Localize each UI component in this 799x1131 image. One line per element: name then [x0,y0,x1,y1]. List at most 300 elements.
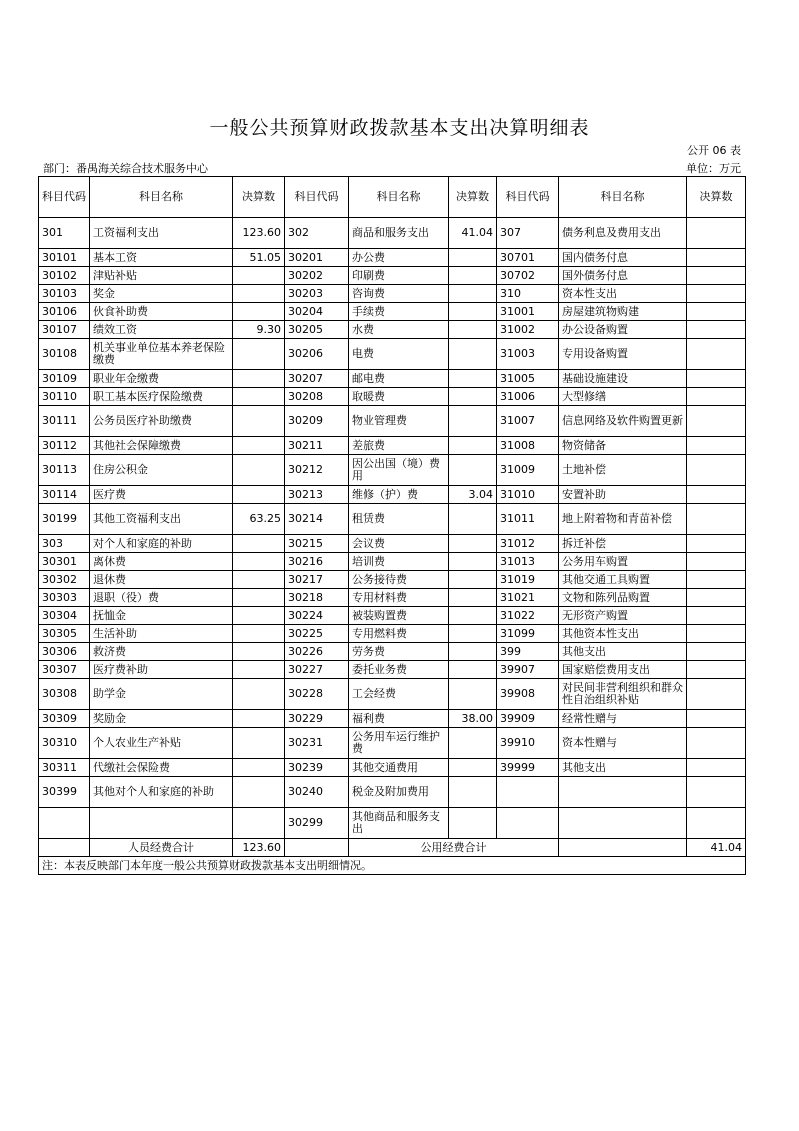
code-cell: 31003 [497,339,559,370]
name-cell: 劳务费 [349,643,449,661]
code-cell: 30212 [285,455,349,486]
code-cell: 30303 [39,589,90,607]
amount-cell [687,679,746,710]
name-cell: 基础设施建设 [559,370,687,388]
totals-row [39,839,746,857]
amount-cell [233,777,285,808]
header-code: 科目代码 [285,177,349,218]
name-cell: 奖金 [90,285,233,303]
amount-cell [687,643,746,661]
name-cell: 地上附着物和青苗补偿 [559,504,687,535]
amount-cell [449,437,497,455]
name-cell: 职工基本医疗保险缴费 [90,388,233,406]
name-cell: 住房公积金 [90,455,233,486]
name-cell: 其他支出 [559,759,687,777]
code-cell: 31002 [497,321,559,339]
header-code: 科目代码 [497,177,559,218]
code-cell: 31010 [497,486,559,504]
amount-cell [449,249,497,267]
name-cell: 债务利息及费用支出 [559,218,687,249]
name-cell: 物业管理费 [349,406,449,437]
code-cell: 30302 [39,571,90,589]
name-cell: 取暖费 [349,388,449,406]
name-cell: 拆迁补偿 [559,535,687,553]
table-row [39,535,746,553]
code-cell: 30305 [39,625,90,643]
amount-cell [233,589,285,607]
name-cell: 咨询费 [349,285,449,303]
code-cell: 310 [497,285,559,303]
amount-cell: 51.05 [233,249,285,267]
personnel-total-label: 人员经费合计 [90,839,233,857]
header-name: 科目名称 [559,177,687,218]
code-cell: 30111 [39,406,90,437]
code-cell: 30702 [497,267,559,285]
amount-cell [687,218,746,249]
amount-cell [687,553,746,571]
code-cell: 30203 [285,285,349,303]
name-cell: 培训费 [349,553,449,571]
code-cell: 30299 [285,808,349,839]
code-cell: 30205 [285,321,349,339]
code-cell: 30202 [285,267,349,285]
name-cell: 印刷费 [349,267,449,285]
name-cell: 会议费 [349,535,449,553]
name-cell: 国家赔偿费用支出 [559,661,687,679]
name-cell: 生活补助 [90,625,233,643]
code-cell [497,777,559,808]
name-cell: 工资福利支出 [90,218,233,249]
table-code: 公开 06 表 [687,144,741,157]
name-cell: 邮电费 [349,370,449,388]
amount-cell [233,267,285,285]
table-row [39,504,746,535]
amount-cell [449,406,497,437]
name-cell: 物资储备 [559,437,687,455]
name-cell: 其他社会保障缴费 [90,437,233,455]
table-row [39,370,746,388]
amount-cell [449,571,497,589]
amount-cell [233,455,285,486]
code-cell: 30108 [39,339,90,370]
table-row [39,437,746,455]
name-cell: 资本性赠与 [559,728,687,759]
amount-cell [449,267,497,285]
header-name: 科目名称 [90,177,233,218]
name-cell: 委托业务费 [349,661,449,679]
code-cell: 39910 [497,728,559,759]
name-cell: 其他交通工具购置 [559,571,687,589]
name-cell: 办公费 [349,249,449,267]
amount-cell: 38.00 [449,710,497,728]
code-cell [39,808,90,839]
amount-cell [233,486,285,504]
amount-cell [233,571,285,589]
code-cell: 30228 [285,679,349,710]
code-cell: 31009 [497,455,559,486]
amount-cell [687,607,746,625]
amount-cell [233,759,285,777]
note-row [39,857,746,875]
code-cell: 30112 [39,437,90,455]
code-cell: 31007 [497,406,559,437]
code-cell: 30103 [39,285,90,303]
amount-cell [233,808,285,839]
code-cell: 399 [497,643,559,661]
code-cell: 31005 [497,370,559,388]
amount-cell [449,388,497,406]
header-code: 科目代码 [39,177,90,218]
code-cell: 39999 [497,759,559,777]
name-cell: 公务用车购置 [559,553,687,571]
name-cell: 文物和陈列品购置 [559,589,687,607]
code-cell: 31021 [497,589,559,607]
code-cell [497,808,559,839]
name-cell: 对个人和家庭的补助 [90,535,233,553]
table-row [39,625,746,643]
name-cell: 对民间非营利组织和群众性自治组织补贴 [559,679,687,710]
code-cell: 30240 [285,777,349,808]
code-cell: 30199 [39,504,90,535]
amount-cell [687,661,746,679]
table-row [39,321,746,339]
table-row [39,808,746,839]
amount-cell [449,625,497,643]
amount-cell [687,589,746,607]
amount-cell [687,455,746,486]
name-cell: 电费 [349,339,449,370]
department-label: 部门：番禺海关综合技术服务中心 [43,162,208,175]
amount-cell [449,643,497,661]
amount-cell [449,535,497,553]
amount-cell [687,728,746,759]
amount-cell [449,589,497,607]
code-cell: 30218 [285,589,349,607]
code-cell: 30227 [285,661,349,679]
amount-cell: 63.25 [233,504,285,535]
name-cell: 维修（护）费 [349,486,449,504]
code-cell: 31011 [497,504,559,535]
name-cell: 专用燃料费 [349,625,449,643]
code-cell: 30110 [39,388,90,406]
name-cell: 其他工资福利支出 [90,504,233,535]
amount-cell [233,339,285,370]
name-cell: 其他资本性支出 [559,625,687,643]
name-cell: 被装购置费 [349,607,449,625]
table-row [39,759,746,777]
name-cell: 经常性赠与 [559,710,687,728]
table-row [39,303,746,321]
table-row [39,571,746,589]
header-name: 科目名称 [349,177,449,218]
name-cell: 抚恤金 [90,607,233,625]
code-cell: 30213 [285,486,349,504]
amount-cell [687,808,746,839]
amount-cell [233,535,285,553]
code-cell: 30215 [285,535,349,553]
code-cell: 39908 [497,679,559,710]
name-cell: 职业年金缴费 [90,370,233,388]
code-cell: 31019 [497,571,559,589]
code-cell: 31001 [497,303,559,321]
name-cell: 安置补助 [559,486,687,504]
public-total-value: 41.04 [687,839,746,857]
code-cell: 30229 [285,710,349,728]
amount-cell [233,370,285,388]
code-cell: 303 [39,535,90,553]
code-cell: 31008 [497,437,559,455]
name-cell: 伙食补助费 [90,303,233,321]
code-cell: 31022 [497,607,559,625]
name-cell: 机关事业单位基本养老保险缴费 [90,339,233,370]
name-cell: 商品和服务支出 [349,218,449,249]
code-cell: 30701 [497,249,559,267]
name-cell: 手续费 [349,303,449,321]
code-cell: 30217 [285,571,349,589]
amount-cell: 41.04 [449,218,497,249]
name-cell: 绩效工资 [90,321,233,339]
header-amount: 决算数 [449,177,497,218]
code-cell: 30310 [39,728,90,759]
name-cell [90,808,233,839]
amount-cell [233,643,285,661]
amount-cell [687,285,746,303]
name-cell: 办公设备购置 [559,321,687,339]
table-row [39,643,746,661]
header-amount: 决算数 [233,177,285,218]
amount-cell [233,285,285,303]
amount-cell [233,406,285,437]
name-cell: 大型修缮 [559,388,687,406]
code-cell: 30308 [39,679,90,710]
name-cell [559,808,687,839]
amount-cell [687,535,746,553]
code-cell: 302 [285,218,349,249]
name-cell: 信息网络及软件购置更新 [559,406,687,437]
amount-cell [233,607,285,625]
table-row [39,607,746,625]
name-cell: 公务接待费 [349,571,449,589]
code-cell: 30211 [285,437,349,455]
name-cell: 国内债务付息 [559,249,687,267]
code-cell: 30201 [285,249,349,267]
amount-cell [449,321,497,339]
name-cell: 土地补偿 [559,455,687,486]
amount-cell [687,267,746,285]
code-cell: 30208 [285,388,349,406]
name-cell: 房屋建筑物购建 [559,303,687,321]
amount-cell [449,759,497,777]
table-row [39,285,746,303]
amount-cell [687,571,746,589]
code-cell: 30301 [39,553,90,571]
amount-cell [449,303,497,321]
code-cell: 30309 [39,710,90,728]
name-cell: 资本性支出 [559,285,687,303]
amount-cell [687,777,746,808]
code-cell: 30226 [285,643,349,661]
code-cell: 30239 [285,759,349,777]
name-cell [559,777,687,808]
name-cell: 租赁费 [349,504,449,535]
unit-label: 单位：万元 [686,162,741,175]
name-cell: 离休费 [90,553,233,571]
name-cell: 个人农业生产补贴 [90,728,233,759]
code-cell: 30207 [285,370,349,388]
code-cell: 30225 [285,625,349,643]
table-row [39,339,746,370]
page-title: 一般公共预算财政拨款基本支出决算明细表 [209,117,590,139]
code-cell: 31006 [497,388,559,406]
header-row [39,177,746,218]
amount-cell [449,679,497,710]
code-cell: 30109 [39,370,90,388]
name-cell: 国外债务付息 [559,267,687,285]
amount-cell [687,504,746,535]
amount-cell [449,607,497,625]
amount-cell [449,370,497,388]
name-cell: 代缴社会保险费 [90,759,233,777]
amount-cell [449,455,497,486]
amount-cell [449,808,497,839]
amount-cell [687,370,746,388]
amount-cell: 9.30 [233,321,285,339]
amount-cell [687,303,746,321]
code-cell: 30114 [39,486,90,504]
amount-cell [233,710,285,728]
code-cell: 30311 [39,759,90,777]
table-row [39,249,746,267]
amount-cell [449,728,497,759]
code-cell: 30106 [39,303,90,321]
name-cell: 医疗费 [90,486,233,504]
name-cell: 退职（役）费 [90,589,233,607]
code-cell: 30209 [285,406,349,437]
amount-cell [449,553,497,571]
name-cell: 无形资产购置 [559,607,687,625]
table-row [39,777,746,808]
amount-cell [687,249,746,267]
table-row [39,553,746,571]
amount-cell [233,625,285,643]
footnote: 注：本表反映部门本年度一般公共预算财政拨款基本支出明细情况。 [39,857,746,875]
code-cell: 30306 [39,643,90,661]
amount-cell [449,339,497,370]
code-cell: 39909 [497,710,559,728]
code-cell: 307 [497,218,559,249]
code-cell: 301 [39,218,90,249]
name-cell: 公务用车运行维护费 [349,728,449,759]
code-cell: 30399 [39,777,90,808]
name-cell: 奖励金 [90,710,233,728]
amount-cell [233,679,285,710]
name-cell: 福利费 [349,710,449,728]
code-cell: 39907 [497,661,559,679]
amount-cell: 123.60 [233,218,285,249]
amount-cell [687,486,746,504]
name-cell: 津贴补贴 [90,267,233,285]
code-cell: 31012 [497,535,559,553]
amount-cell [687,625,746,643]
amount-cell [233,303,285,321]
name-cell: 税金及附加费用 [349,777,449,808]
personnel-total-value: 123.60 [233,839,285,857]
name-cell: 专用材料费 [349,589,449,607]
amount-cell [687,759,746,777]
code-cell: 30214 [285,504,349,535]
code-cell: 30102 [39,267,90,285]
amount-cell: 3.04 [449,486,497,504]
code-cell: 30204 [285,303,349,321]
table-row [39,218,746,249]
amount-cell [687,339,746,370]
name-cell: 其他商品和服务支出 [349,808,449,839]
table-row [39,388,746,406]
name-cell: 专用设备购置 [559,339,687,370]
code-cell: 30101 [39,249,90,267]
code-cell: 30307 [39,661,90,679]
expenditure-table [38,176,746,875]
amount-cell [449,661,497,679]
name-cell: 其他交通费用 [349,759,449,777]
name-cell: 救济费 [90,643,233,661]
amount-cell [687,388,746,406]
amount-cell [449,777,497,808]
table-row [39,267,746,285]
name-cell: 助学金 [90,679,233,710]
name-cell: 退休费 [90,571,233,589]
amount-cell [449,504,497,535]
code-cell: 30206 [285,339,349,370]
table-row [39,406,746,437]
code-cell: 30224 [285,607,349,625]
name-cell: 公务员医疗补助缴费 [90,406,233,437]
amount-cell [687,406,746,437]
amount-cell [233,553,285,571]
table-row [39,728,746,759]
name-cell: 基本工资 [90,249,233,267]
name-cell: 其他支出 [559,643,687,661]
amount-cell [233,388,285,406]
name-cell: 医疗费补助 [90,661,233,679]
amount-cell [449,285,497,303]
code-cell: 30113 [39,455,90,486]
table-row [39,455,746,486]
public-total-label: 公用经费合计 [349,839,559,857]
code-cell: 30231 [285,728,349,759]
amount-cell [687,710,746,728]
code-cell: 31099 [497,625,559,643]
amount-cell [233,437,285,455]
table-row [39,661,746,679]
name-cell: 水费 [349,321,449,339]
code-cell: 30216 [285,553,349,571]
amount-cell [687,321,746,339]
code-cell: 30304 [39,607,90,625]
table-row [39,486,746,504]
name-cell: 工会经费 [349,679,449,710]
table-row [39,589,746,607]
header-amount: 决算数 [687,177,746,218]
amount-cell [687,437,746,455]
amount-cell [233,728,285,759]
name-cell: 其他对个人和家庭的补助 [90,777,233,808]
code-cell: 31013 [497,553,559,571]
table-row [39,679,746,710]
amount-cell [233,661,285,679]
table-row [39,710,746,728]
name-cell: 因公出国（境）费用 [349,455,449,486]
